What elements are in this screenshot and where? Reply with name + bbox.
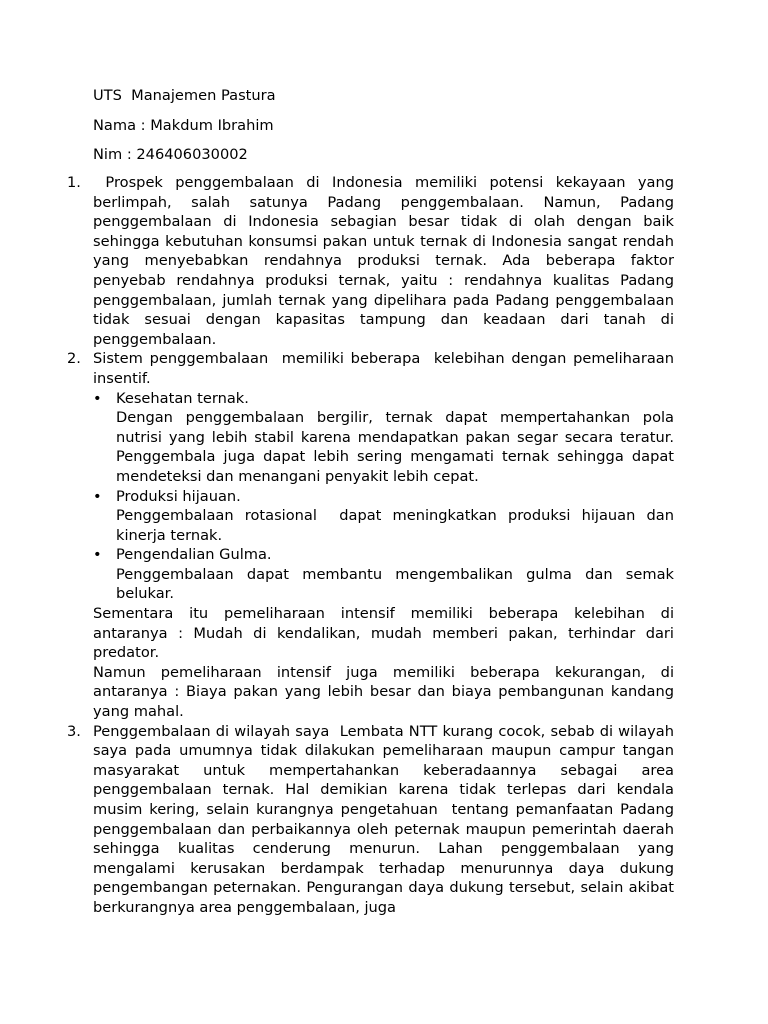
answer-text: Prospek penggembalaan di Indonesia memiliki potensi kekayaan yang berlimpah, salah satunya Padang penggembalaan. Namun, Padang penggembalaan di Indonesia sebagian besar tidak di olah dengan baik sehingga kebutuhan konsumsi pakan untuk ternak di Indonesia sangat rendah yang menyebabkan rendahnya produksi ternak. Ada beberapa faktor penyebab rendahnya produksi ternak, yaitu : rendahnya kualitas Padang penggembalaan, jumlah ternak yang dipelihara pada Padang penggembalaan tidak sesuai dengan kapasitas tampung dan keadaan dari tanah di penggembalaan.: [93, 174, 679, 348]
item-number: 1.: [67, 174, 81, 191]
bullet-title: Pengendalian Gulma.: [116, 546, 272, 564]
bullet-description: Penggembalaan rotasional dapat meningkatkan produksi hijauan dan kinerja ternak.: [116, 507, 679, 544]
bullet-description: Penggembalaan dapat membantu mengembalikan gulma dan semak belukar.: [116, 565, 674, 603]
item-number: 3.: [67, 722, 81, 740]
intensive-advantages-text: Sementara itu pemeliharaan intensif memiliki beberapa kelebihan di antaranya : Mudah di kendalikan, mudah memberi pakan, terhindar dari predator.: [93, 605, 674, 662]
student-name: Nama : Makdum Ibrahim: [93, 117, 274, 134]
intensive-disadvantages-text: Namun pemeliharaan intensif juga memiliki beberapa kekurangan, di antaranya : Biaya pakan yang lebih besar dan biaya pembangunan kandang yang mahal.: [93, 663, 674, 721]
answer-text: Sistem penggembalaan memiliki beberapa kelebihan dengan pemeliharaan insentif.: [93, 350, 679, 387]
answer-item-1: [0, 173, 679, 349]
answer-item-3: [0, 722, 679, 918]
bullet-item: [93, 487, 679, 546]
bullet-marker: •: [93, 487, 102, 505]
bullet-description: Dengan penggembalaan bergilir, ternak dapat mempertahankan pola nutrisi yang lebih stabil karena mendapatkan pakan segar secara teratur. Penggembala juga dapat lebih sering mengamati ternak sehingga dapat mendeteksi dan menangani penyakit lebih cepat.: [116, 409, 674, 485]
bullet-item: [93, 545, 674, 604]
bullet-title: Produksi hijauan.: [116, 487, 241, 505]
bullet-marker: •: [93, 389, 102, 407]
student-nim: Nim : 246406030002: [93, 146, 248, 163]
document-title: UTS Manajemen Pastura: [93, 87, 276, 104]
bullet-item: [93, 389, 674, 487]
bullet-title: Kesehatan ternak.: [116, 389, 249, 407]
answer-list: [0, 173, 768, 918]
bullet-marker: •: [93, 546, 102, 564]
answer-text: Penggembalaan di wilayah saya Lembata NTT kurang cocok, sebab di wilayah saya pada umumnya tidak dilakukan pemeliharaan maupun campur tangan masyarakat untuk mempertahankan keberadaannya sebagai area penggembalaan ternak. Hal demikian karena tidak terlepas dari kendala musim kering, selain kurangnya pengetahuan tentang pemanfaatan Padang penggembalaan dan perbaikannya oleh peternak maupun pemerintah daerah sehingga kualitas cenderung menurun. Lahan penggembalaan yang mengalami kerusakan berdampak terhadap menurunnya daya dukung pengembangan peternakan. Pengurangan daya dukung tersebut, selain akibat berkurangnya area penggembalaan, juga: [93, 722, 679, 916]
answer-item-2: [0, 349, 679, 721]
item-number: 2.: [67, 350, 81, 368]
